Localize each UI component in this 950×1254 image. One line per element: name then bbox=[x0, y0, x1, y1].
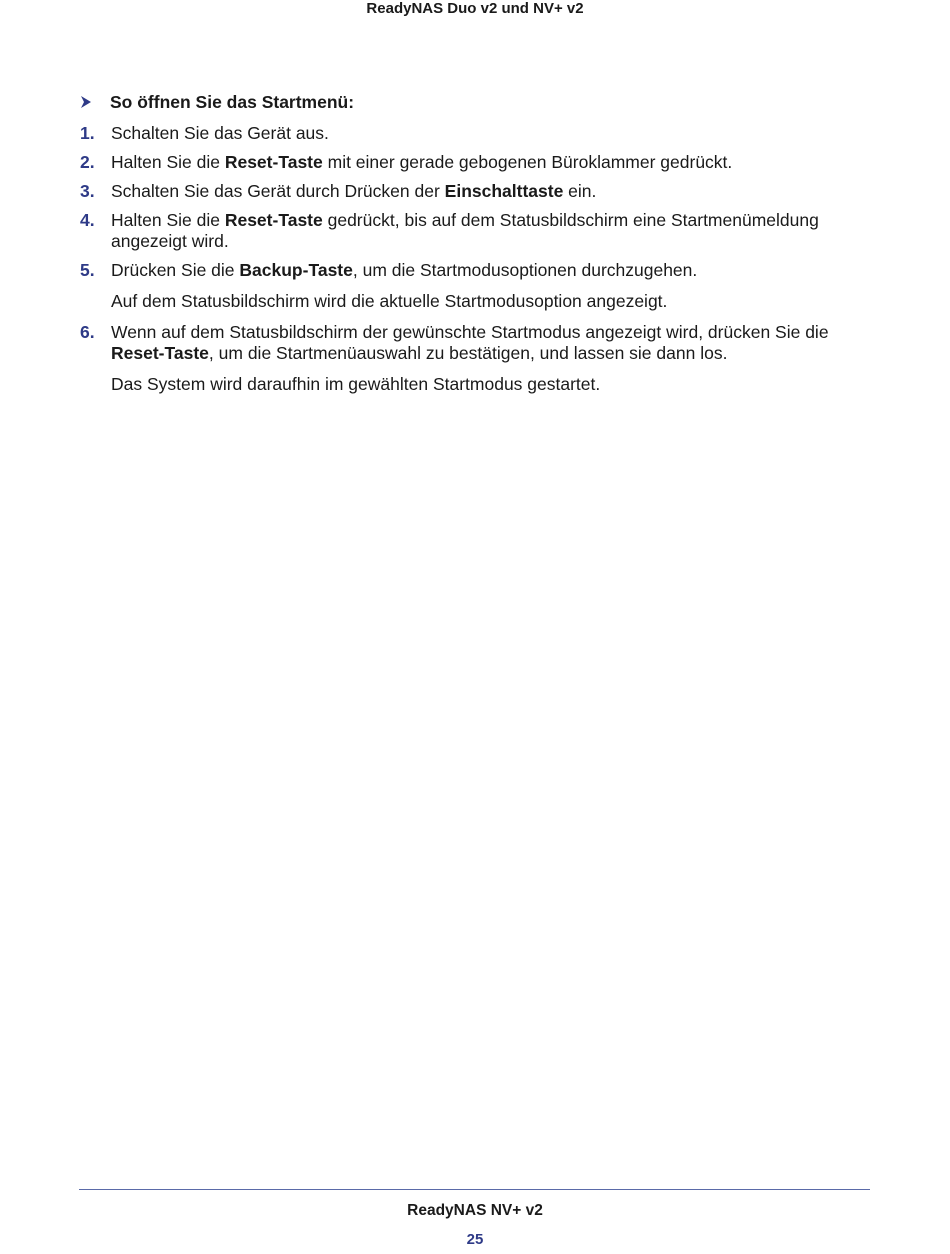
step-number: 5. bbox=[80, 260, 95, 280]
step-note: Auf dem Statusbildschirm wird die aktuelle Startmodusoption angezeigt. bbox=[111, 291, 668, 311]
step-text-pre: Wenn auf dem Statusbildschirm der gewünschte Startmodus angezeigt wird, drücken Sie die bbox=[111, 322, 829, 342]
step-number: 3. bbox=[80, 181, 95, 201]
step-text-post: , um die Startmodusoptionen durchzugehen. bbox=[352, 260, 698, 280]
page-header-title: ReadyNAS Duo v2 und NV+ v2 bbox=[366, 0, 584, 17]
step-note: Das System wird daraufhin im gewählten Startmodus gestartet. bbox=[111, 374, 601, 394]
step-1 bbox=[80, 123, 880, 144]
step-text bbox=[111, 152, 846, 173]
arrowhead-right-icon bbox=[80, 95, 110, 109]
step-text bbox=[111, 322, 846, 397]
reset-key-term: Reset-Taste bbox=[111, 343, 209, 363]
step-3 bbox=[80, 181, 880, 202]
procedure-heading-text: So öffnen Sie das Startmenü: bbox=[110, 92, 355, 112]
step-text-pre: Halten Sie die bbox=[111, 210, 225, 230]
page-number: 25 bbox=[466, 1231, 484, 1248]
footer-divider bbox=[79, 1189, 870, 1190]
step-text bbox=[111, 181, 846, 202]
step-4 bbox=[80, 210, 880, 252]
step-6 bbox=[80, 322, 880, 397]
step-text-plain: Schalten Sie das Gerät aus. bbox=[111, 123, 329, 143]
step-text-post: gedrückt, bis auf dem Statusbildschirm eine Startmenümeldung angezeigt wird. bbox=[111, 210, 819, 251]
step-text-pre: Halten Sie die bbox=[111, 152, 225, 172]
step-2 bbox=[80, 152, 880, 173]
step-number: 2. bbox=[80, 152, 95, 172]
reset-key-term: Reset-Taste bbox=[224, 210, 323, 230]
step-text-post: , um die Startmenüauswahl zu bestätigen, und lassen sie dann los. bbox=[208, 343, 728, 363]
step-text-post: ein. bbox=[563, 181, 597, 201]
step-number: 1. bbox=[80, 123, 95, 143]
procedure bbox=[80, 91, 880, 405]
step-text-pre: Schalten Sie das Gerät durch Drücken der bbox=[111, 181, 445, 201]
step-text bbox=[111, 123, 846, 144]
step-number: 6. bbox=[80, 322, 95, 342]
reset-key-term: Reset-Taste bbox=[224, 152, 323, 172]
step-text-post: mit einer gerade gebogenen Büroklammer gedrückt. bbox=[322, 152, 733, 172]
footer-title: ReadyNAS NV+ v2 bbox=[407, 1202, 543, 1219]
backup-key-term: Backup-Taste bbox=[239, 260, 353, 280]
power-key-term: Einschalttaste bbox=[444, 181, 564, 201]
step-text-pre: Drücken Sie die bbox=[111, 260, 240, 280]
step-text bbox=[111, 260, 846, 314]
step-5 bbox=[80, 260, 880, 314]
steps-list bbox=[80, 123, 880, 397]
procedure-heading bbox=[80, 91, 880, 113]
step-text bbox=[111, 210, 846, 252]
step-number: 4. bbox=[80, 210, 95, 230]
